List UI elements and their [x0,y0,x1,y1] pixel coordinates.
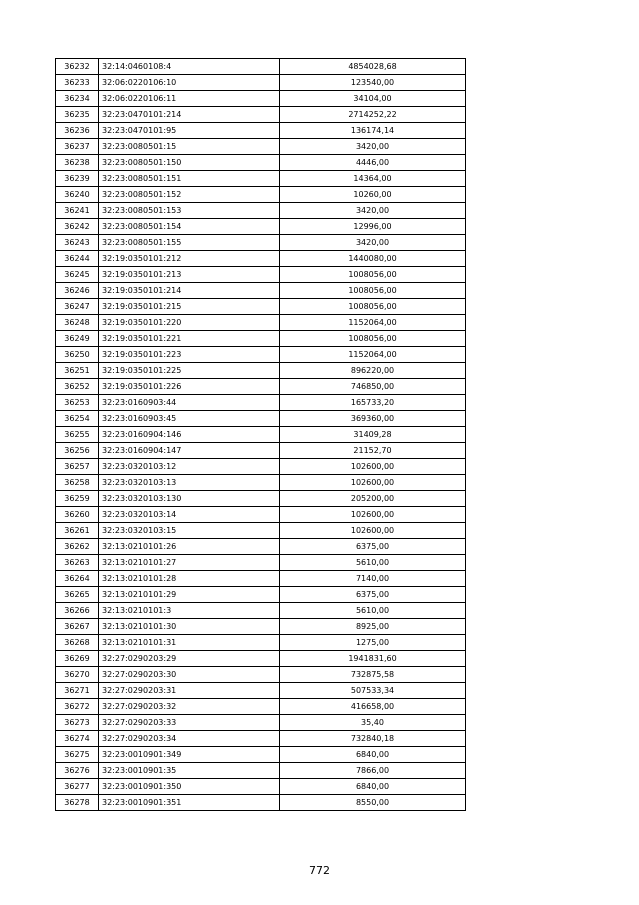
cadastral-number-cell: 32:23:0160903:44 [99,395,280,411]
value-cell: 3420,00 [280,139,466,155]
value-cell: 6840,00 [280,779,466,795]
value-cell: 6840,00 [280,747,466,763]
row-number-cell: 36253 [56,395,99,411]
value-cell: 3420,00 [280,235,466,251]
cadastral-number-cell: 32:23:0160904:147 [99,443,280,459]
value-cell: 21152,70 [280,443,466,459]
value-cell: 732875,58 [280,667,466,683]
cadastral-number-cell: 32:19:0350101:215 [99,299,280,315]
cadastral-number-cell: 32:13:0210101:29 [99,587,280,603]
row-number-cell: 36236 [56,123,99,139]
value-cell: 6375,00 [280,587,466,603]
row-number-cell: 36240 [56,187,99,203]
row-number-cell: 36249 [56,331,99,347]
value-cell: 14364,00 [280,171,466,187]
table-row [56,715,466,731]
value-cell: 4446,00 [280,155,466,171]
row-number-cell: 36260 [56,507,99,523]
cadastral-number-cell: 32:23:0010901:351 [99,795,280,811]
table-row [56,59,466,75]
table-row [56,795,466,811]
value-cell: 136174,14 [280,123,466,139]
cadastral-number-cell: 32:14:0460108:4 [99,59,280,75]
row-number-cell: 36244 [56,251,99,267]
value-cell: 10260,00 [280,187,466,203]
cadastral-number-cell: 32:23:0160903:45 [99,411,280,427]
row-number-cell: 36269 [56,651,99,667]
table-row [56,571,466,587]
table-row [56,315,466,331]
table-row [56,107,466,123]
value-cell: 1008056,00 [280,283,466,299]
table-row [56,587,466,603]
value-cell: 102600,00 [280,475,466,491]
table-row [56,171,466,187]
table-row [56,91,466,107]
table-row [56,267,466,283]
table-row [56,459,466,475]
cadastral-number-cell: 32:13:0210101:3 [99,603,280,619]
value-cell: 205200,00 [280,491,466,507]
cadastral-number-cell: 32:13:0210101:26 [99,539,280,555]
value-cell: 123540,00 [280,75,466,91]
cadastral-number-cell: 32:23:0080501:152 [99,187,280,203]
row-number-cell: 36243 [56,235,99,251]
table-row [56,283,466,299]
table-row [56,299,466,315]
value-cell: 165733,20 [280,395,466,411]
table-row [56,555,466,571]
row-number-cell: 36241 [56,203,99,219]
cadastral-number-cell: 32:23:0320103:130 [99,491,280,507]
cadastral-number-cell: 32:13:0210101:27 [99,555,280,571]
cadastral-number-cell: 32:13:0210101:30 [99,619,280,635]
row-number-cell: 36238 [56,155,99,171]
row-number-cell: 36242 [56,219,99,235]
cadastral-number-cell: 32:27:0290203:33 [99,715,280,731]
value-cell: 6375,00 [280,539,466,555]
cadastral-number-cell: 32:23:0320103:12 [99,459,280,475]
value-cell: 7866,00 [280,763,466,779]
value-cell: 507533,34 [280,683,466,699]
value-cell: 3420,00 [280,203,466,219]
cadastral-number-cell: 32:27:0290203:30 [99,667,280,683]
cadastral-number-cell: 32:19:0350101:213 [99,267,280,283]
value-cell: 1152064,00 [280,347,466,363]
table-row [56,491,466,507]
cadastral-number-cell: 32:23:0080501:150 [99,155,280,171]
value-cell: 1275,00 [280,635,466,651]
value-cell: 8925,00 [280,619,466,635]
row-number-cell: 36263 [56,555,99,571]
table-row [56,363,466,379]
cadastral-number-cell: 32:19:0350101:220 [99,315,280,331]
table-row [56,523,466,539]
table-row [56,219,466,235]
table-row [56,251,466,267]
row-number-cell: 36259 [56,491,99,507]
cadastral-number-cell: 32:27:0290203:34 [99,731,280,747]
row-number-cell: 36247 [56,299,99,315]
row-number-cell: 36268 [56,635,99,651]
cadastral-number-cell: 32:23:0320103:14 [99,507,280,523]
table-row [56,203,466,219]
row-number-cell: 36264 [56,571,99,587]
value-cell: 1440080,00 [280,251,466,267]
table-row [56,731,466,747]
table-row [56,619,466,635]
table-row [56,331,466,347]
value-cell: 1008056,00 [280,299,466,315]
value-cell: 732840,18 [280,731,466,747]
table-row [56,411,466,427]
row-number-cell: 36273 [56,715,99,731]
row-number-cell: 36258 [56,475,99,491]
cadastral-number-cell: 32:13:0210101:28 [99,571,280,587]
row-number-cell: 36271 [56,683,99,699]
value-cell: 8550,00 [280,795,466,811]
row-number-cell: 36275 [56,747,99,763]
cadastral-number-cell: 32:27:0290203:31 [99,683,280,699]
row-number-cell: 36266 [56,603,99,619]
row-number-cell: 36276 [56,763,99,779]
value-cell: 5610,00 [280,603,466,619]
table-row [56,427,466,443]
table-row [56,747,466,763]
cadastral-number-cell: 32:23:0080501:155 [99,235,280,251]
row-number-cell: 36251 [56,363,99,379]
table-row [56,379,466,395]
page-number: 772 [309,864,330,877]
row-number-cell: 36237 [56,139,99,155]
row-number-cell: 36277 [56,779,99,795]
cadastral-number-cell: 32:19:0350101:212 [99,251,280,267]
row-number-cell: 36257 [56,459,99,475]
row-number-cell: 36272 [56,699,99,715]
cadastral-number-cell: 32:23:0010901:35 [99,763,280,779]
cadastral-number-cell: 32:13:0210101:31 [99,635,280,651]
cadastral-number-cell: 32:23:0080501:154 [99,219,280,235]
cadastral-number-cell: 32:23:0080501:151 [99,171,280,187]
table-row [56,75,466,91]
value-cell: 34104,00 [280,91,466,107]
row-number-cell: 36255 [56,427,99,443]
cadastral-number-cell: 32:19:0350101:223 [99,347,280,363]
value-cell: 1152064,00 [280,315,466,331]
value-cell: 746850,00 [280,379,466,395]
table-row [56,699,466,715]
table-body [56,59,466,811]
row-number-cell: 36270 [56,667,99,683]
table-row [56,603,466,619]
table-row [56,139,466,155]
table-row [56,235,466,251]
value-cell: 102600,00 [280,459,466,475]
cadastral-number-cell: 32:23:0010901:349 [99,747,280,763]
cadastral-number-cell: 32:23:0320103:13 [99,475,280,491]
table-row [56,763,466,779]
table-row [56,155,466,171]
table-row [56,683,466,699]
row-number-cell: 36246 [56,283,99,299]
cadastral-number-cell: 32:23:0160904:146 [99,427,280,443]
table-row [56,539,466,555]
row-number-cell: 36274 [56,731,99,747]
row-number-cell: 36278 [56,795,99,811]
value-cell: 369360,00 [280,411,466,427]
data-table [55,58,466,811]
row-number-cell: 36267 [56,619,99,635]
table-row [56,347,466,363]
row-number-cell: 36265 [56,587,99,603]
row-number-cell: 36248 [56,315,99,331]
row-number-cell: 36233 [56,75,99,91]
value-cell: 102600,00 [280,507,466,523]
value-cell: 2714252,22 [280,107,466,123]
row-number-cell: 36261 [56,523,99,539]
row-number-cell: 36245 [56,267,99,283]
value-cell: 5610,00 [280,555,466,571]
row-number-cell: 36254 [56,411,99,427]
cadastral-number-cell: 32:06:0220106:10 [99,75,280,91]
value-cell: 1008056,00 [280,267,466,283]
cadastral-number-cell: 32:23:0080501:15 [99,139,280,155]
row-number-cell: 36232 [56,59,99,75]
table-row [56,443,466,459]
cadastral-number-cell: 32:19:0350101:226 [99,379,280,395]
value-cell: 35,40 [280,715,466,731]
value-cell: 12996,00 [280,219,466,235]
table-row [56,667,466,683]
table-row [56,395,466,411]
value-cell: 4854028,68 [280,59,466,75]
cadastral-number-cell: 32:19:0350101:214 [99,283,280,299]
cadastral-number-cell: 32:19:0350101:225 [99,363,280,379]
table-row [56,187,466,203]
value-cell: 31409,28 [280,427,466,443]
row-number-cell: 36235 [56,107,99,123]
value-cell: 1008056,00 [280,331,466,347]
value-cell: 416658,00 [280,699,466,715]
cadastral-number-cell: 32:06:0220106:11 [99,91,280,107]
table-row [56,507,466,523]
table-row [56,651,466,667]
table-row [56,635,466,651]
row-number-cell: 36262 [56,539,99,555]
cadastral-number-cell: 32:27:0290203:32 [99,699,280,715]
cadastral-number-cell: 32:19:0350101:221 [99,331,280,347]
cadastral-number-cell: 32:23:0010901:350 [99,779,280,795]
table-row [56,123,466,139]
row-number-cell: 36234 [56,91,99,107]
value-cell: 102600,00 [280,523,466,539]
cadastral-number-cell: 32:23:0470101:95 [99,123,280,139]
cadastral-number-cell: 32:27:0290203:29 [99,651,280,667]
cadastral-number-cell: 32:23:0080501:153 [99,203,280,219]
row-number-cell: 36239 [56,171,99,187]
row-number-cell: 36250 [56,347,99,363]
table-row [56,779,466,795]
value-cell: 896220,00 [280,363,466,379]
table-row [56,475,466,491]
cadastral-number-cell: 32:23:0320103:15 [99,523,280,539]
value-cell: 1941831,60 [280,651,466,667]
cadastral-number-cell: 32:23:0470101:214 [99,107,280,123]
row-number-cell: 36252 [56,379,99,395]
row-number-cell: 36256 [56,443,99,459]
value-cell: 7140,00 [280,571,466,587]
